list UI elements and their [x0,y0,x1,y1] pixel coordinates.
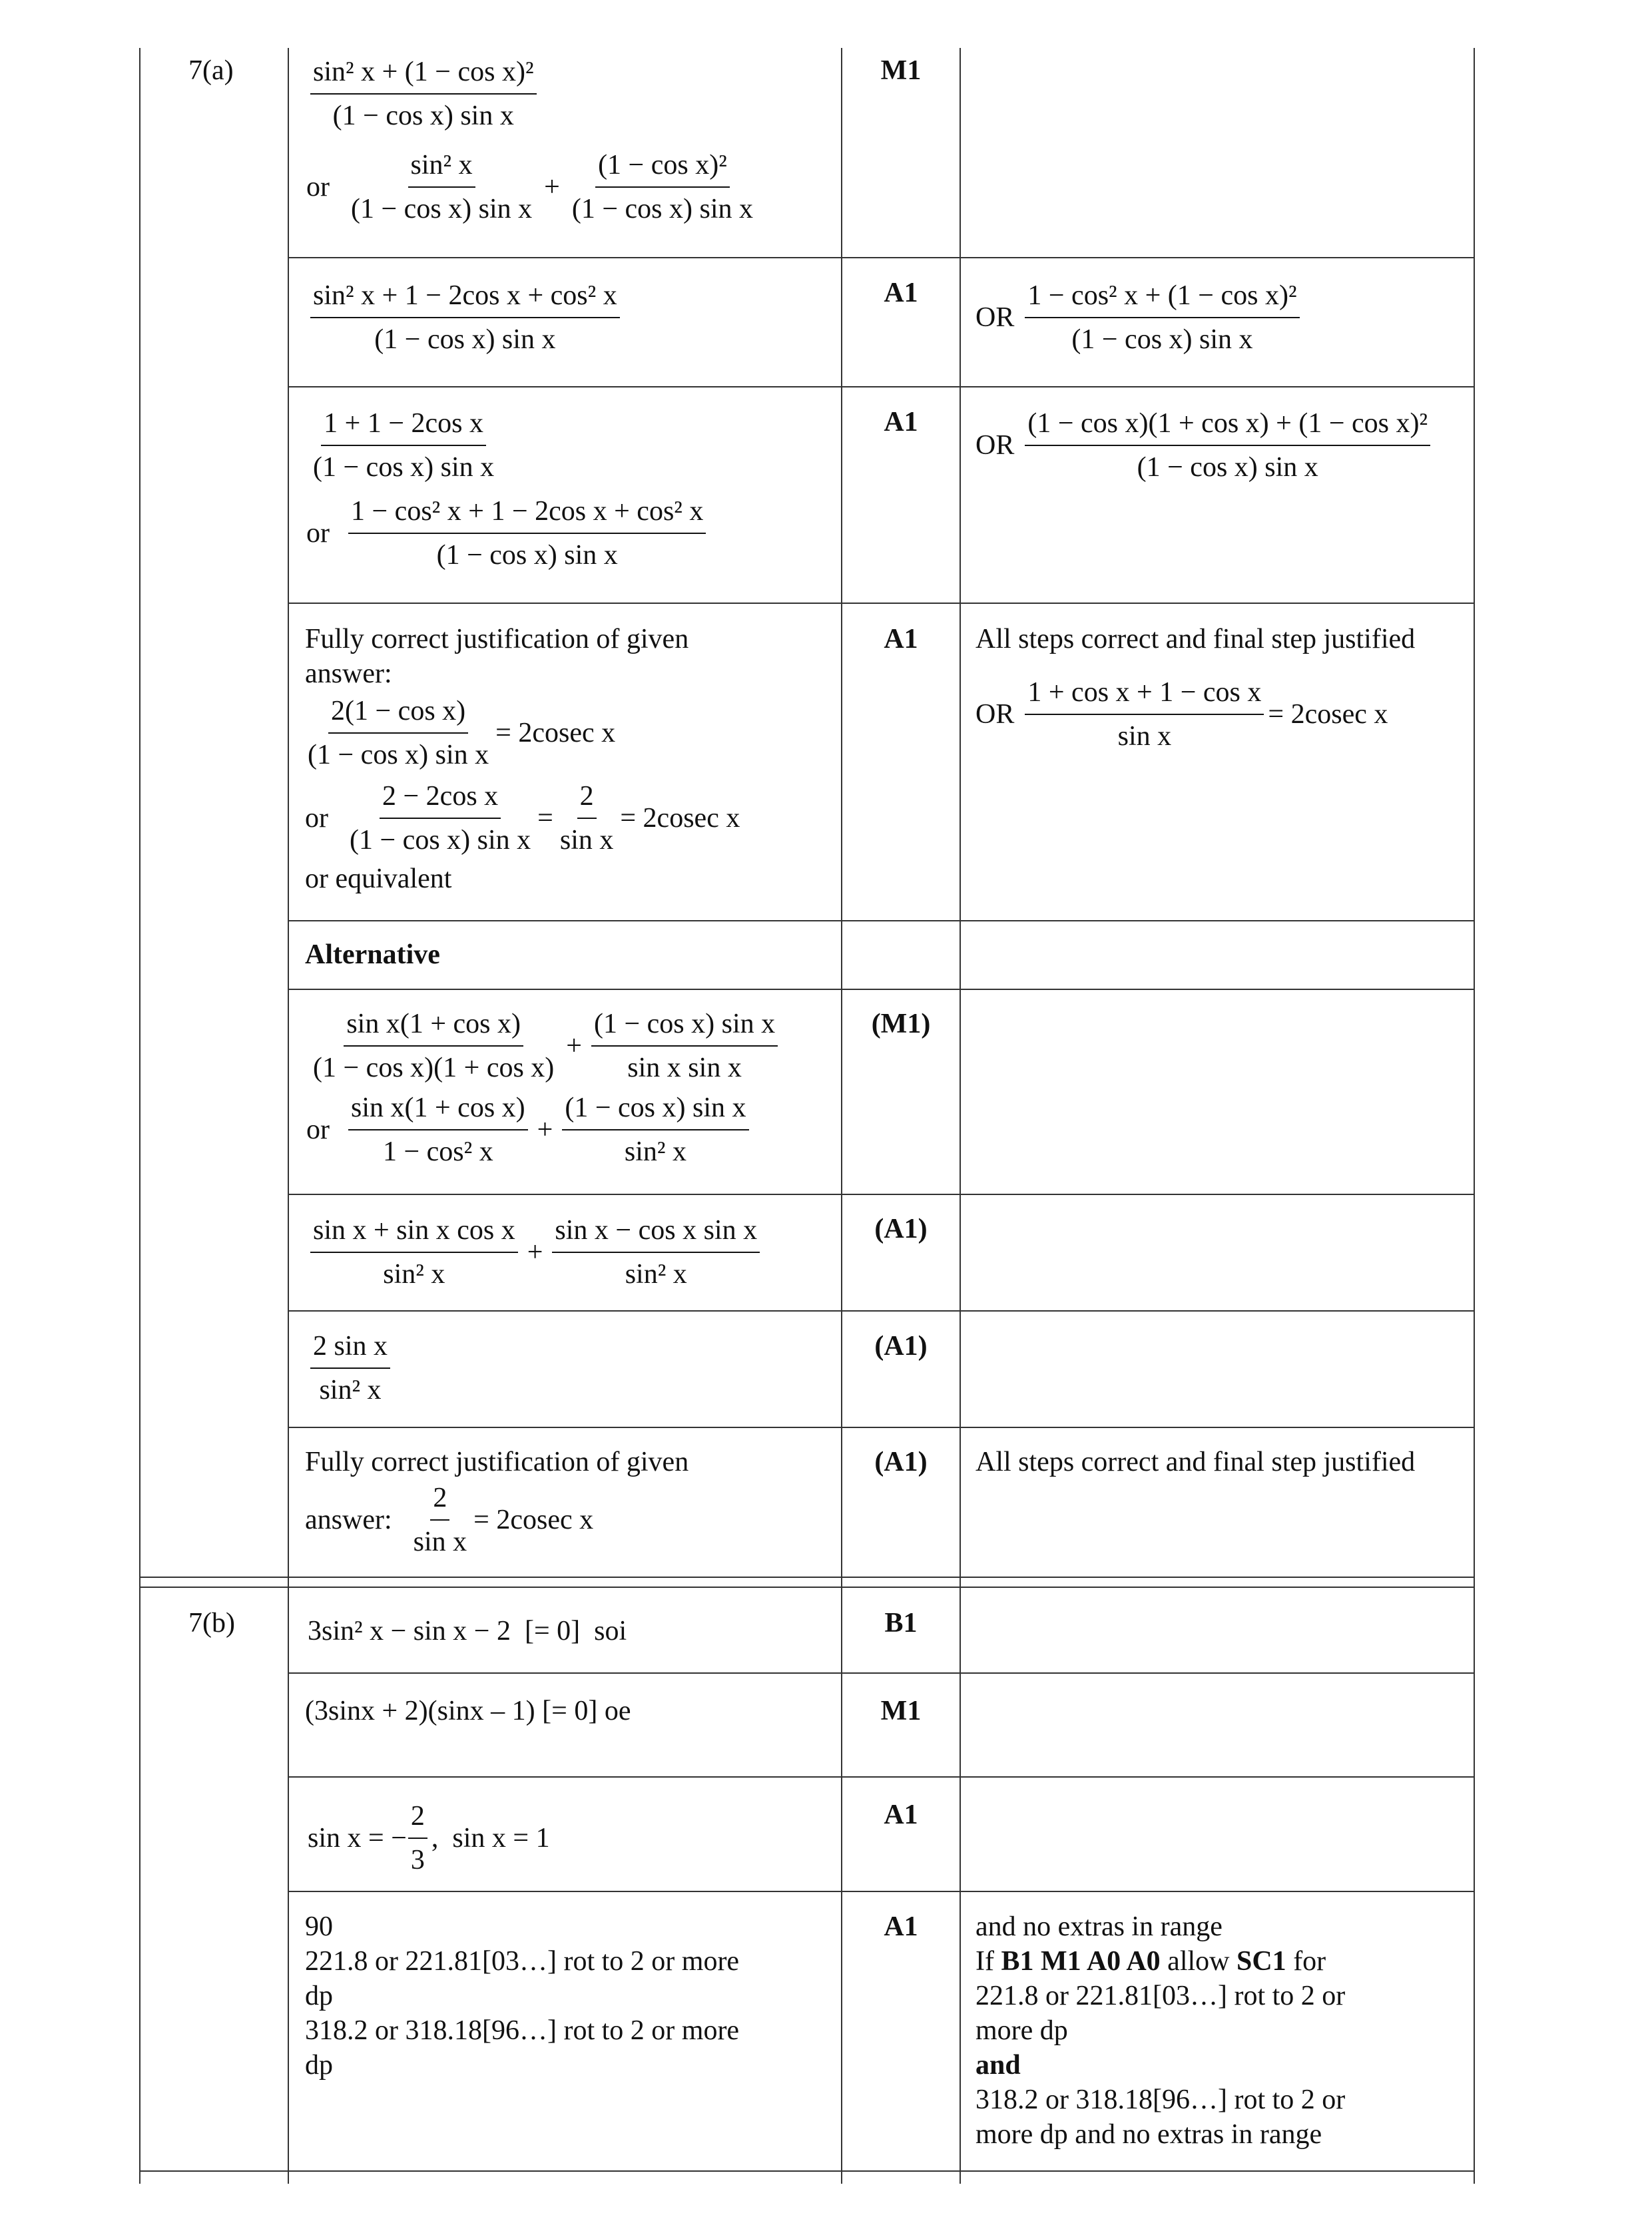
numerator: sin² x + (1 − cos x)² [310,55,537,95]
fraction [1025,278,1299,357]
fraction [347,779,533,858]
justification-text: Fully correct justification of given answer: [305,624,689,689]
fraction [348,494,706,573]
mark-label: A1 [884,1800,918,1830]
table-border-right [1474,48,1475,2184]
guidance-text: 221.8 or 221.81[03…] rot to 2 or more dp [975,1981,1346,2046]
answer-values: 90 221.8 or 221.81[03…] rot to 2 or more dp 318.2 or 318.18[96…] rot to 2 or more dp [305,1911,740,2081]
guidance-bold-marks: SC1 [1236,1946,1286,1977]
expression [975,278,1468,357]
denominator: sin x [559,825,614,856]
equation-lhs: sin x = − [308,1823,407,1854]
mark-label: (A1) [874,1447,928,1477]
or-label: OR [975,302,1015,333]
expression [306,1213,832,1292]
guidance-bold-marks: B1 M1 A0 A0 [1001,1946,1161,1977]
table-divider-question [288,48,289,2184]
denominator: (1 − cos x)(1 + cos x) [313,1053,555,1083]
equals-sign: = [537,803,553,834]
answer-cell [305,622,744,896]
expression [306,406,832,485]
mark-label: A1 [884,1911,918,1942]
row-divider [288,386,1475,387]
equation-rhs: , sin x = 1 [431,1823,550,1854]
question-number: 7(b) [188,1608,235,1638]
answer-cell [306,1329,832,1407]
guidance-text-part: allow [1160,1946,1237,1977]
numerator: 2 [577,779,597,819]
numerator: (1 − cos x)² [595,148,730,188]
expression [305,1481,831,1559]
denominator: (1 − cos x) sin x [571,194,754,224]
numerator: sin x − cos x sin x [552,1213,760,1253]
fraction [348,1091,528,1169]
numerator: sin x(1 + cos x) [344,1007,523,1047]
expression [975,675,1468,754]
numerator: sin x + sin x cos x [310,1213,518,1253]
mark-label: M1 [880,1696,922,1726]
answer-expression: (3sinx + 2)(sinx – 1) [= 0] oe [305,1696,631,1726]
denominator: (1 − cos x) sin x [332,101,514,131]
table-bottom-border [139,2170,1475,2172]
or-label: or [306,1114,330,1145]
denominator: sin² x [319,1375,382,1405]
numerator: (1 − cos x) sin x [562,1091,748,1130]
question-divider [139,1587,1475,1588]
expression [306,1007,832,1085]
fraction [557,779,617,858]
question-number: 7(a) [188,55,234,86]
or-label: or [306,518,330,549]
plus-sign: + [527,1237,543,1268]
numerator: 2 − 2cos x [380,779,501,819]
mark-label: (A1) [874,1214,928,1244]
expression [305,779,744,858]
guidance-cell [975,406,1472,485]
denominator: (1 − cos x) sin x [313,452,495,483]
fraction [411,1481,470,1559]
answer-cell [306,1213,832,1292]
numerator: 1 + 1 − 2cos x [321,406,486,446]
expression [305,694,744,772]
row-divider [288,1891,1475,1892]
row-divider [288,1427,1475,1428]
numerator: 2 sin x [310,1329,390,1369]
table-border-left [139,48,140,2184]
guidance-text-part: for [1286,1946,1326,1977]
fraction [310,1329,390,1407]
expression [975,406,1472,485]
denominator: (1 − cos x) sin x [374,324,556,355]
mark-label: A1 [884,624,918,654]
equals-result: = 2cosec x [473,1505,594,1535]
denominator: sin² x [625,1259,687,1290]
equals-result: = 2cosec x [620,803,740,834]
answer-cell [306,1007,832,1169]
denominator: (1 − cos x) sin x [308,740,489,770]
fraction [310,1007,557,1085]
guidance-bold-and: and [975,2050,1021,2081]
mark-label: (M1) [871,1009,931,1039]
row-divider [288,1310,1475,1312]
denominator: sin x [413,1527,467,1557]
denominator: sin x [1117,721,1172,752]
numerator: 1 − cos² x + 1 − 2cos x + cos² x [348,494,706,534]
numerator: (1 − cos x) sin x [591,1007,778,1047]
plus-sign: + [566,1031,582,1061]
numerator: 2 [430,1481,449,1521]
guidance-cell [975,278,1468,357]
answer-cell [306,406,832,573]
or-label: OR [975,699,1015,730]
denominator: sin² x [383,1259,445,1290]
fraction [305,694,491,772]
mark-label: B1 [884,1608,918,1638]
denominator: (1 − cos x) sin x [351,194,533,224]
expression [306,1091,832,1169]
answer-cell [308,1799,834,1877]
row-divider [288,603,1475,604]
fraction [1025,675,1264,754]
answer-cell [306,55,832,226]
or-equivalent-text: or equivalent [305,864,452,894]
numerator: 1 + cos x + 1 − cos x [1025,675,1264,715]
numerator: 2(1 − cos x) [328,694,468,734]
mark-label: M1 [880,55,922,86]
question-divider [139,1577,1475,1578]
guidance-text [975,1944,1468,1979]
denominator: 3 [410,1845,425,1875]
numerator: (1 − cos x)(1 + cos x) + (1 − cos x)² [1025,406,1430,446]
equals-result: = 2cosec x [1268,699,1388,730]
equals-result: = 2cosec x [495,718,616,748]
mark-label: A1 [884,407,918,437]
guidance-text-part: If [975,1946,1001,1977]
numerator: 2 [408,1799,427,1839]
guidance-cell [975,1909,1468,2152]
answer-cell [305,1445,831,1559]
fraction [569,148,756,226]
denominator: 1 − cos² x [382,1136,493,1167]
fraction [408,1799,427,1877]
expression [308,1799,834,1877]
alternative-heading: Alternative [305,939,440,970]
row-divider [288,920,1475,921]
denominator: sin x sin x [627,1053,742,1083]
answer-expression: 3sin² x − sin x − 2 [= 0] soi [308,1616,627,1646]
expression [306,494,832,573]
or-label: or [306,172,330,202]
guidance-text: 318.2 or 318.18[96…] rot to 2 or more dp and no extras in range [975,2085,1346,2150]
table-divider-answer [841,48,842,2184]
numerator: 1 − cos² x + (1 − cos x)² [1025,278,1299,318]
fraction [310,55,537,133]
denominator: sin² x [624,1136,687,1167]
mark-label: (A1) [874,1331,928,1362]
guidance-cell [975,622,1468,754]
justification-text: Fully correct justification of given [305,1447,689,1477]
row-divider [288,1194,1475,1195]
expression [306,148,832,226]
fraction [310,278,620,357]
row-divider [288,989,1475,990]
fraction [348,148,535,226]
table-divider-marks [960,48,961,2184]
guidance-text: and no extras in range [975,1911,1223,1942]
answer-cell [306,278,832,357]
fraction [310,1213,518,1292]
denominator: (1 − cos x) sin x [1071,324,1253,355]
or-label: OR [975,430,1015,461]
numerator: sin² x + 1 − 2cos x + cos² x [310,278,620,318]
fraction [591,1007,778,1085]
guidance-text: All steps correct and final step justified [975,624,1416,654]
fraction [310,406,497,485]
row-divider [288,257,1475,258]
or-label: or [305,803,328,834]
denominator: (1 − cos x) sin x [350,825,531,856]
mark-label: A1 [884,278,918,308]
denominator: (1 − cos x) sin x [436,540,618,571]
row-divider [288,1672,1475,1674]
denominator: (1 − cos x) sin x [1137,452,1318,483]
plus-sign: + [537,1114,553,1145]
row-divider [288,1776,1475,1778]
fraction [1025,406,1430,485]
fraction [552,1213,760,1292]
guidance-text: All steps correct and final step justified [975,1447,1416,1477]
numerator: sin² x [408,148,475,188]
plus-sign: + [544,172,560,202]
answer-label: answer: [305,1505,392,1535]
fraction [562,1091,748,1169]
expression [306,55,832,133]
numerator: sin x(1 + cos x) [348,1091,528,1130]
